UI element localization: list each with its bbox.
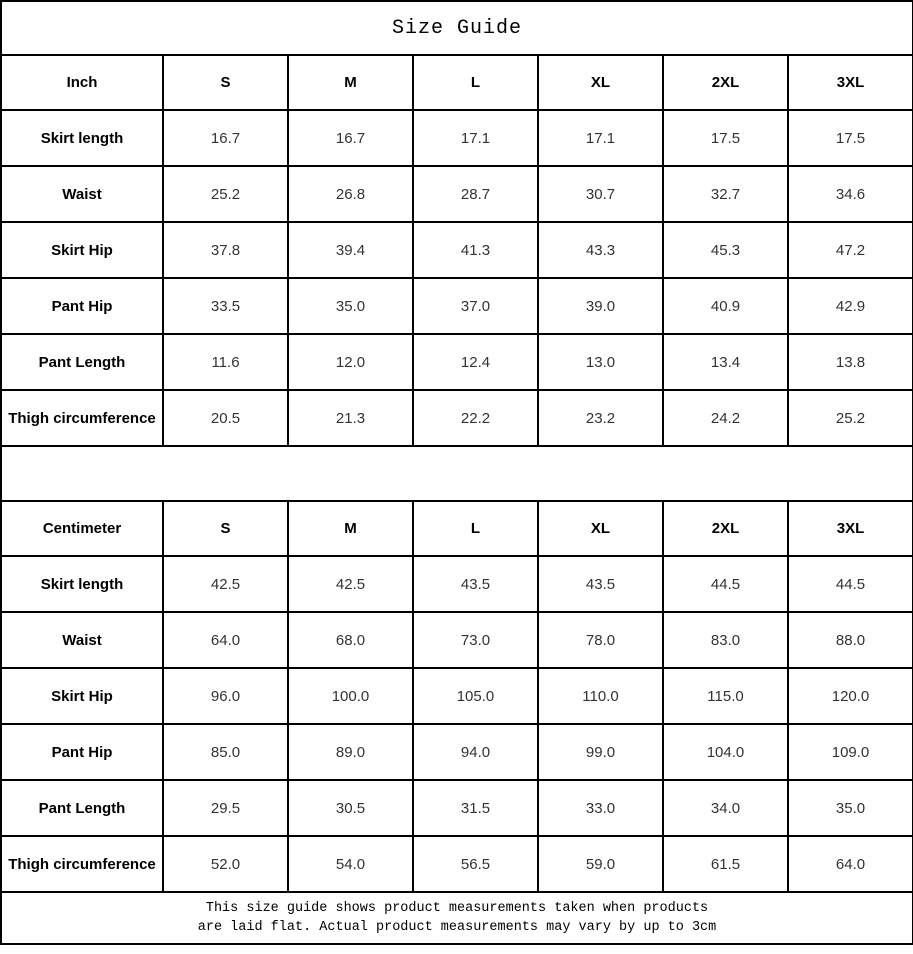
size-header-cell: M	[288, 501, 413, 556]
measurement-value: 39.0	[538, 278, 663, 334]
measurement-label: Waist	[1, 166, 163, 222]
measurement-value: 99.0	[538, 724, 663, 780]
measurement-value: 56.5	[413, 836, 538, 892]
size-guide-title: Size Guide	[1, 1, 913, 55]
footer-note	[1, 892, 913, 944]
measurement-value: 42.9	[788, 278, 913, 334]
measurement-row	[1, 222, 913, 278]
measurement-value: 64.0	[163, 612, 288, 668]
measurement-value: 31.5	[413, 780, 538, 836]
measurement-value: 43.3	[538, 222, 663, 278]
size-header-cell: 2XL	[663, 501, 788, 556]
measurement-value: 11.6	[163, 334, 288, 390]
measurement-value: 23.2	[538, 390, 663, 446]
table-spacer-row	[1, 446, 913, 501]
measurement-value: 96.0	[163, 668, 288, 724]
measurement-value: 37.8	[163, 222, 288, 278]
measurement-row	[1, 110, 913, 166]
measurement-value: 35.0	[788, 780, 913, 836]
measurement-value: 17.5	[663, 110, 788, 166]
measurement-value: 17.1	[413, 110, 538, 166]
measurement-label: Skirt Hip	[1, 222, 163, 278]
footer-row	[1, 892, 913, 944]
measurement-value: 22.2	[413, 390, 538, 446]
measurement-row	[1, 780, 913, 836]
measurement-value: 28.7	[413, 166, 538, 222]
measurement-label: Pant Length	[1, 334, 163, 390]
measurement-value: 120.0	[788, 668, 913, 724]
measurement-value: 47.2	[788, 222, 913, 278]
measurement-label: Pant Length	[1, 780, 163, 836]
size-header-cell: 3XL	[788, 501, 913, 556]
measurement-value: 13.8	[788, 334, 913, 390]
measurement-value: 42.5	[288, 556, 413, 612]
measurement-value: 17.1	[538, 110, 663, 166]
measurement-value: 64.0	[788, 836, 913, 892]
measurement-value: 13.0	[538, 334, 663, 390]
measurement-label: Thigh circumference	[1, 836, 163, 892]
size-header-cell: S	[163, 501, 288, 556]
measurement-value: 34.6	[788, 166, 913, 222]
measurement-value: 25.2	[788, 390, 913, 446]
measurement-row	[1, 278, 913, 334]
measurement-value: 68.0	[288, 612, 413, 668]
size-header-cell: 3XL	[788, 55, 913, 110]
measurement-value: 43.5	[538, 556, 663, 612]
spacer-cell	[1, 446, 913, 501]
measurement-label: Skirt length	[1, 556, 163, 612]
measurement-value: 29.5	[163, 780, 288, 836]
footer-note-line2: are laid flat. Actual product measurements may vary by up to 3cm	[197, 920, 717, 935]
measurement-value: 100.0	[288, 668, 413, 724]
size-header-row-centimeter	[1, 501, 913, 556]
measurement-value: 52.0	[163, 836, 288, 892]
measurement-value: 17.5	[788, 110, 913, 166]
measurement-label: Skirt length	[1, 110, 163, 166]
measurement-value: 54.0	[288, 836, 413, 892]
size-header-cell: S	[163, 55, 288, 110]
measurement-value: 61.5	[663, 836, 788, 892]
measurement-value: 40.9	[663, 278, 788, 334]
measurement-value: 105.0	[413, 668, 538, 724]
measurement-value: 13.4	[663, 334, 788, 390]
measurement-value: 115.0	[663, 668, 788, 724]
measurement-value: 59.0	[538, 836, 663, 892]
size-header-cell: L	[413, 55, 538, 110]
unit-header-cell: Inch	[1, 55, 163, 110]
measurement-label: Thigh circumference	[1, 390, 163, 446]
title-row	[1, 1, 913, 55]
measurement-value: 20.5	[163, 390, 288, 446]
measurement-value: 16.7	[288, 110, 413, 166]
measurement-value: 41.3	[413, 222, 538, 278]
measurement-value: 37.0	[413, 278, 538, 334]
measurement-value: 43.5	[413, 556, 538, 612]
measurement-row	[1, 390, 913, 446]
measurement-value: 34.0	[663, 780, 788, 836]
measurement-value: 110.0	[538, 668, 663, 724]
measurement-value: 12.4	[413, 334, 538, 390]
measurement-label: Pant Hip	[1, 724, 163, 780]
measurement-row	[1, 612, 913, 668]
measurement-value: 33.5	[163, 278, 288, 334]
size-guide-body	[1, 1, 913, 944]
measurement-label: Skirt Hip	[1, 668, 163, 724]
measurement-label: Waist	[1, 612, 163, 668]
measurement-value: 104.0	[663, 724, 788, 780]
measurement-value: 30.7	[538, 166, 663, 222]
measurement-label: Pant Hip	[1, 278, 163, 334]
measurement-value: 24.2	[663, 390, 788, 446]
measurement-row	[1, 334, 913, 390]
measurement-value: 35.0	[288, 278, 413, 334]
size-header-row-inch	[1, 55, 913, 110]
measurement-value: 88.0	[788, 612, 913, 668]
size-header-cell: M	[288, 55, 413, 110]
measurement-value: 16.7	[163, 110, 288, 166]
measurement-row	[1, 556, 913, 612]
measurement-value: 73.0	[413, 612, 538, 668]
measurement-value: 78.0	[538, 612, 663, 668]
measurement-value: 94.0	[413, 724, 538, 780]
unit-header-cell: Centimeter	[1, 501, 163, 556]
size-header-cell: XL	[538, 55, 663, 110]
measurement-value: 85.0	[163, 724, 288, 780]
measurement-value: 39.4	[288, 222, 413, 278]
measurement-value: 12.0	[288, 334, 413, 390]
measurement-value: 89.0	[288, 724, 413, 780]
size-header-cell: L	[413, 501, 538, 556]
measurement-row	[1, 836, 913, 892]
measurement-row	[1, 166, 913, 222]
measurement-value: 30.5	[288, 780, 413, 836]
size-header-cell: 2XL	[663, 55, 788, 110]
measurement-value: 33.0	[538, 780, 663, 836]
measurement-value: 44.5	[788, 556, 913, 612]
footer-note-line1: This size guide shows product measurements taken when products	[205, 901, 709, 916]
size-header-cell: XL	[538, 501, 663, 556]
measurement-value: 26.8	[288, 166, 413, 222]
measurement-row	[1, 668, 913, 724]
measurement-value: 32.7	[663, 166, 788, 222]
measurement-value: 83.0	[663, 612, 788, 668]
measurement-value: 44.5	[663, 556, 788, 612]
measurement-value: 45.3	[663, 222, 788, 278]
measurement-value: 42.5	[163, 556, 288, 612]
measurement-value: 109.0	[788, 724, 913, 780]
measurement-value: 21.3	[288, 390, 413, 446]
measurement-row	[1, 724, 913, 780]
measurement-value: 25.2	[163, 166, 288, 222]
